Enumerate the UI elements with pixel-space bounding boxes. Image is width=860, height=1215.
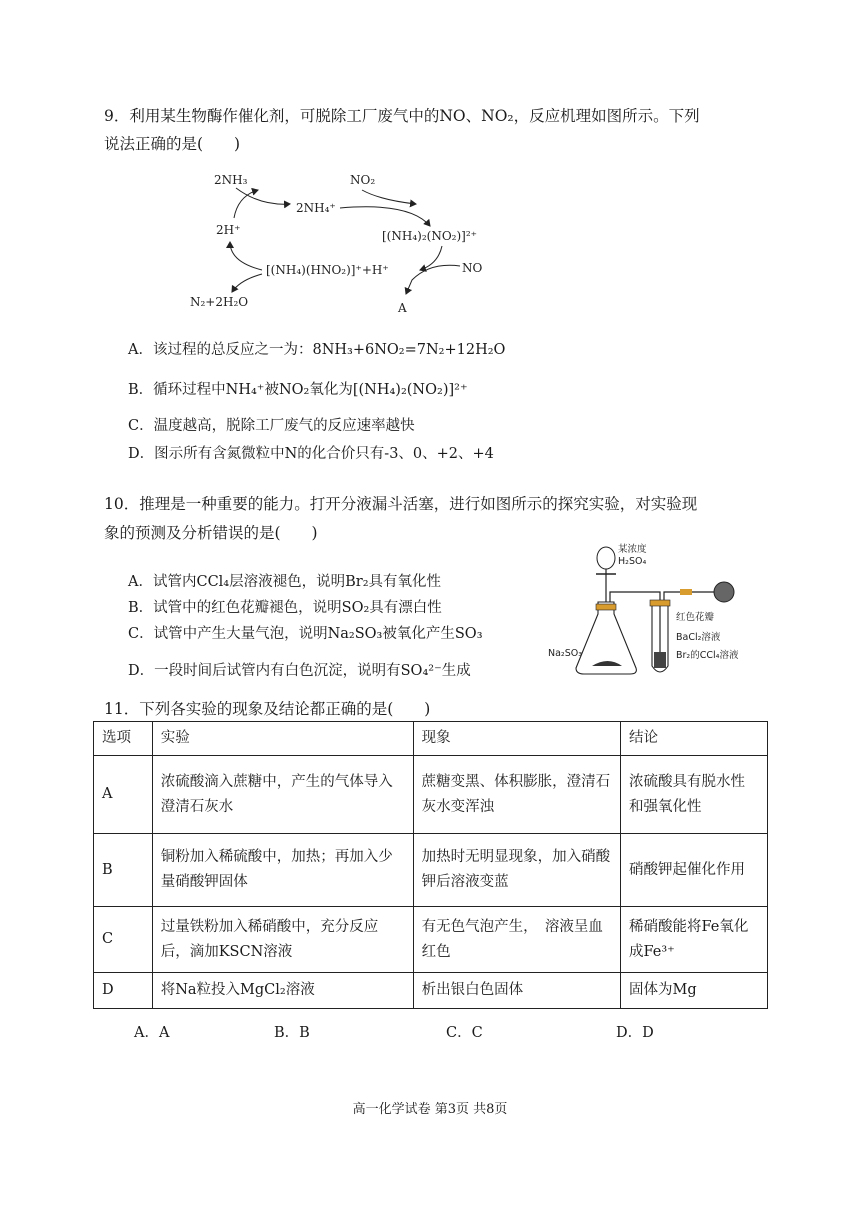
table-row <box>94 973 768 1009</box>
complex1-label: [(NH₄)₂(NO₂)]²⁺ <box>382 229 477 243</box>
na2so3-label: Na₂SO₃ <box>548 648 583 659</box>
experiment-table <box>93 721 768 1009</box>
q9-option-c: C．温度越高，脱除工厂废气的反应速率越快 <box>128 418 415 434</box>
table-row <box>94 907 768 973</box>
flask-stopper <box>596 604 616 610</box>
q11-choice-a: A．A <box>134 1025 170 1041</box>
q10-option-a: A．试管内CCl₄层溶液褪色，说明Br₂具有氧化性 <box>128 574 442 590</box>
arrow-nh4-to-complex1 <box>340 207 430 226</box>
q9-stem-line2: 说法正确的是( ) <box>104 135 241 153</box>
ccl4-layer <box>654 652 666 668</box>
table-row <box>94 834 768 907</box>
arrow-nh3-to-nh4 <box>236 188 290 204</box>
row-d-phenomenon: 析出银白色固体 <box>413 973 620 1009</box>
q11-choice-b: B．B <box>274 1025 310 1041</box>
header-option: 选项 <box>94 722 153 756</box>
q9-option-b: B．循环过程中NH₄⁺被NO₂氧化为[(NH₄)₂(NO₂)]²⁺ <box>128 382 468 398</box>
q9-option-a: A．该过程的总反应之一为：8NH₃+6NO₂=7N₂+12H₂O <box>128 342 506 358</box>
row-b-experiment: 铜粉加入稀硫酸中，加热；再加入少量硝酸钾固体 <box>152 834 413 907</box>
table-header-row <box>94 722 768 756</box>
acid-label-1: 某浓度 <box>618 544 647 555</box>
funnel-bulb <box>597 547 615 569</box>
row-c-phenomenon: 有无色气泡产生， 溶液呈血红色 <box>413 907 620 973</box>
q9-stem-line1: 9．利用某生物酶作催化剂，可脱除工厂废气中的NO、NO₂，反应机理如图所示。下列 <box>104 107 700 125</box>
q10-stem-line2: 象的预测及分析错误的是( ) <box>104 524 318 542</box>
arrow-complex2-to-product <box>232 274 262 292</box>
row-c-experiment: 过量铁粉加入稀硝酸中，充分反应后，滴加KSCN溶液 <box>152 907 413 973</box>
acid-label-2: H₂SO₄ <box>618 556 647 567</box>
arrow-no-to-a <box>406 265 460 294</box>
complex2-label: [(NH₄)(HNO₂)]⁺+H⁺ <box>266 263 389 277</box>
absorber-ball <box>714 582 734 602</box>
row-b-option: B <box>94 834 153 907</box>
row-d-experiment: 将Na粒投入MgCl₂溶液 <box>152 973 413 1009</box>
na2so3-solid <box>592 661 622 666</box>
a-label: A <box>398 301 407 315</box>
no2-label: NO₂ <box>350 173 376 187</box>
bacl2-label: BaCl₂溶液 <box>676 632 721 643</box>
q10-option-d: D．一段时间后试管内有白色沉淀，说明有SO₄²⁻生成 <box>128 663 471 679</box>
header-experiment: 实验 <box>152 722 413 756</box>
q9-option-d: D．图示所有含氮微粒中N的化合价只有-3、0、+2、+4 <box>128 446 494 462</box>
row-b-phenomenon: 加热时无明显现象，加入硝酸钾后溶液变蓝 <box>413 834 620 907</box>
row-d-conclusion: 固体为Mg <box>621 973 768 1009</box>
arrow-complex2-to-h <box>230 242 262 270</box>
nh4-label: 2NH₄⁺ <box>296 201 336 215</box>
petal-label: 红色花瓣 <box>676 612 715 623</box>
no-label: NO <box>462 261 483 275</box>
header-phenomenon: 现象 <box>413 722 620 756</box>
q10-option-c: C．试管中产生大量气泡，说明Na₂SO₃被氧化产生SO₃ <box>128 626 483 642</box>
q10-option-b: B．试管中的红色花瓣褪色，说明SO₂具有漂白性 <box>128 600 442 616</box>
row-c-conclusion: 稀硝酸能将Fe氧化成Fe³⁺ <box>621 907 768 973</box>
q11-choice-c: C．C <box>446 1025 483 1041</box>
row-a-experiment: 浓硫酸滴入蔗糖中，产生的气体导入澄清石灰水 <box>152 756 413 834</box>
row-a-option: A <box>94 756 153 834</box>
table-row <box>94 756 768 834</box>
q11-stem: 11．下列各实验的现象及结论都正确的是( ) <box>104 700 431 718</box>
q10-stem-line1: 10．推理是一种重要的能力。打开分液漏斗活塞，进行如图所示的探究实验，对实验现 <box>104 495 698 513</box>
test-tube-stopper <box>650 600 670 606</box>
arrow-no2-in <box>362 190 416 204</box>
product-label: N₂+2H₂O <box>190 295 249 309</box>
q11-choice-d: D．D <box>616 1025 654 1041</box>
reaction-mechanism-diagram <box>180 166 510 316</box>
outlet-connector <box>680 589 692 595</box>
row-b-conclusion: 硝酸钾起催化作用 <box>621 834 768 907</box>
page-footer: 高一化学试卷 第3页 共8页 <box>352 1102 508 1117</box>
h-plus-label: 2H⁺ <box>216 223 241 237</box>
nh3-label: 2NH₃ <box>214 173 248 187</box>
br2-label: Br₂的CCl₄溶液 <box>676 650 739 661</box>
row-a-conclusion: 浓硫酸具有脱水性和强氧化性 <box>621 756 768 834</box>
row-c-option: C <box>94 907 153 973</box>
experiment-apparatus-diagram <box>548 540 778 680</box>
row-d-option: D <box>94 973 153 1009</box>
header-conclusion: 结论 <box>621 722 768 756</box>
row-a-phenomenon: 蔗糖变黑、体积膨胀，澄清石灰水变浑浊 <box>413 756 620 834</box>
